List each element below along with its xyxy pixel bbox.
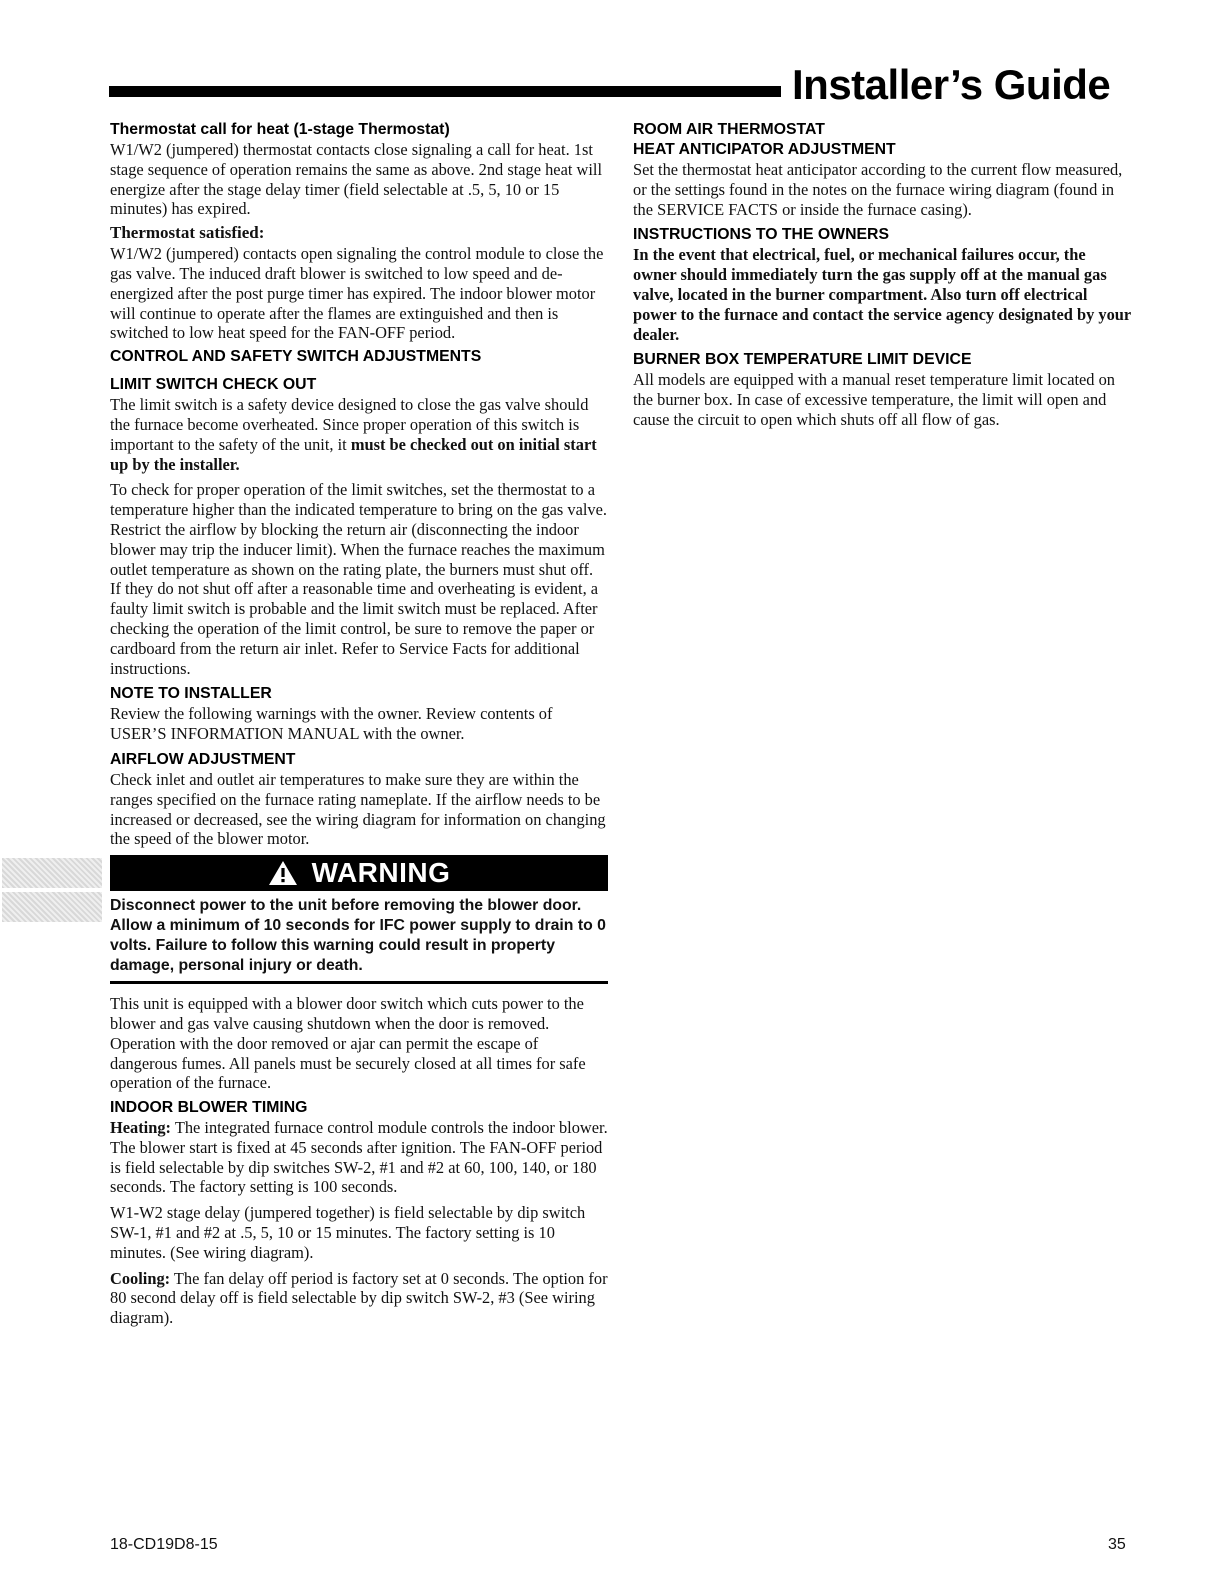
paragraph-text: The integrated furnace control module controls the indoor blower. The blower start is fixed at 45 seconds after ignition. The FAN-OFF period is field selectable by dip switches SW-2, #1 and #2 at 60, 100, 140, or 180 seconds. The factory setting is 100 seconds.	[110, 1118, 608, 1197]
section-heading: INSTRUCTIONS TO THE OWNERS	[633, 226, 889, 244]
section-heading: NOTE TO INSTALLER	[110, 685, 272, 703]
header-rule	[109, 86, 781, 97]
paragraph: Review the following warnings with the owner. Review contents of USER’S INFORMATION MANUAL with the owner.	[110, 704, 553, 744]
scan-artifact	[2, 892, 102, 922]
paragraph	[110, 395, 608, 474]
section-heading: AIRFLOW ADJUSTMENT	[110, 750, 296, 768]
paragraph: Set the thermostat heat anticipator according to the current flow measured, or the settings found in the notes on the furnace wiring diagram (found in the SERVICE FACTS or inside the furnace casing).	[633, 160, 1123, 219]
warning-label: WARNING	[311, 857, 451, 889]
page-title: Installer’s Guide	[792, 61, 1111, 108]
section-heading: HEAT ANTICIPATOR ADJUSTMENT	[633, 141, 896, 158]
section-heading: BURNER BOX TEMPERATURE LIMIT DEVICE	[633, 351, 972, 369]
paragraph: To check for proper operation of the limit switches, set the thermostat to a temperature higher than the indicated temperature to bring on the gas valve. Restrict the airflow by blocking the return air (disconnecting the indoor blower may trip the inducer limit). When the furnace reaches the maximum outlet temperature as shown on the rating plate, the burners must shut off. If they do not shut off after a reasonable time and overheating is evident, a faulty limit switch is probable and the limit switch must be replaced. After checking the operation of the limit control, be sure to remove the paper or cardboard from the return air inlet. Refer to Service Facts for additional instructions.	[110, 480, 607, 678]
emphasis-text: must be checked out on initial start up by the installer.	[110, 434, 597, 474]
paragraph: Check inlet and outlet air temperatures to make sure they are within the ranges specified on the furnace rating nameplate. If the airflow needs to be increased or decreased, see the wiring diagram for information on changing the speed of the blower motor.	[110, 769, 606, 849]
owner-warning-paragraph: In the event that electrical, fuel, or mechanical failures occur, the owner should immediately turn the gas supply off at the manual gas valve, located in the burner compartment. Also turn off electrical power to the furnace and contact the service agency designated by your dealer.	[633, 245, 1131, 344]
document-number: 18-CD19D8-15	[110, 1536, 218, 1553]
right-column	[633, 120, 1133, 436]
paragraph: This unit is equipped with a blower door switch which cuts power to the blower and gas valve causing shutdown when the door is removed. Operation with the door removed or ajar can permit the escape of dangerous fumes. All panels must be securely closed at all times for safe operation of the furnace.	[110, 994, 586, 1093]
section-heading: CONTROL AND SAFETY SWITCH ADJUSTMENTS	[110, 348, 482, 366]
scan-artifact	[2, 858, 102, 888]
paragraph: W1/W2 (jumpered) contacts open signaling the control module to close the gas valve. The induced draft blower is switched to low speed and de-energized after the post purge timer has expired. The indoor blower motor will continue to operate after the flames are extinguished and then is switched to low heat speed for the FAN-OFF period.	[110, 244, 604, 343]
paragraph	[110, 1269, 608, 1328]
lead-label: Heating:	[110, 1118, 172, 1138]
section-heading: ROOM AIR THERMOSTAT	[633, 121, 825, 138]
page-number: 35	[1108, 1536, 1126, 1553]
lead-label: Cooling:	[110, 1268, 171, 1288]
warning-text: Disconnect power to the unit before removing the blower door. Allow a minimum of 10 seconds for IFC power supply to drain to 0 volts. Failure to follow this warning could result in property damage, personal injury or death.	[110, 891, 608, 984]
subheading: Thermostat satisfied:	[110, 223, 265, 243]
section-heading: LIMIT SWITCH CHECK OUT	[110, 376, 317, 394]
paragraph	[110, 1118, 608, 1197]
paragraph: All models are equipped with a manual reset temperature limit located on the burner box. In case of excessive temperature, the limit will open and cause the circuit to open which shuts off all flow of gas.	[633, 370, 1115, 429]
section-heading: Thermostat call for heat (1-stage Thermostat)	[110, 121, 450, 138]
paragraph: W1/W2 (jumpered) thermostat contacts close signaling a call for heat. 1st stage sequence of operation remains the same as above. 2nd stage heat will energize after the stage delay timer (field selectable at .5, 5, 10 or 15 minutes) has expired.	[110, 140, 602, 219]
warning-triangle-icon	[268, 860, 298, 886]
paragraph: W1-W2 stage delay (jumpered together) is field selectable by dip switch SW-1, #1 and #2 at .5, 5, 10 or 15 minutes. The factory setting is 10 minutes. (See wiring diagram).	[110, 1203, 586, 1262]
paragraph-text: The fan delay off period is factory set at 0 seconds. The option for 80 second delay off is field selectable by dip switch SW-2, #3 (See wiring diagram).	[110, 1268, 608, 1328]
paragraph-text: The limit switch is a safety device designed to close the gas valve should the furnace become overheated. Since proper operation of this switch is important to the safety of the unit, it	[110, 395, 589, 454]
section-heading: INDOOR BLOWER TIMING	[110, 1099, 308, 1117]
left-column	[110, 120, 608, 1334]
warning-banner	[110, 855, 608, 891]
